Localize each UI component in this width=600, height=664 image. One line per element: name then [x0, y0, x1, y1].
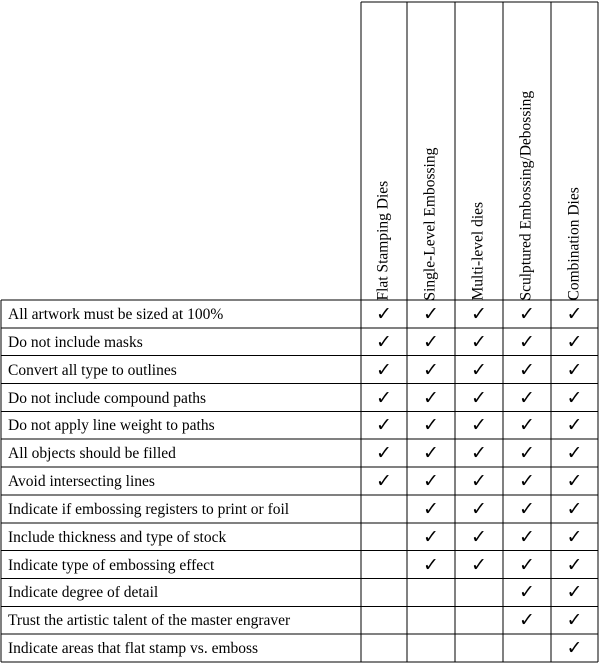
check-mark: ✓	[566, 609, 583, 632]
row-label: Include thickness and type of stock	[8, 528, 227, 546]
check-mark: ✓	[376, 303, 392, 325]
check-mark: ✓	[519, 442, 535, 465]
check-mark: ✓	[566, 470, 583, 493]
check-mark: ✓	[566, 303, 583, 325]
column-header: Flat Stamping Dies	[374, 180, 392, 300]
column-header: Multi-level dies	[469, 201, 487, 300]
row-label: Do not include compound paths	[8, 389, 207, 407]
check-mark: ✓	[471, 386, 487, 409]
check-mark: ✓	[376, 470, 392, 493]
row-label: Trust the artistic talent of the master engraver	[8, 612, 291, 630]
check-mark: ✓	[519, 525, 535, 548]
check-mark: ✓	[519, 386, 535, 409]
check-mark: ✓	[471, 553, 487, 576]
row-label: Do not include masks	[8, 333, 143, 351]
check-mark: ✓	[519, 303, 535, 325]
check-mark: ✓	[566, 386, 583, 409]
column-header: Single-Level Embossing	[421, 147, 439, 300]
row-label: Indicate if embossing registers to print or foil	[8, 500, 290, 518]
check-mark: ✓	[376, 358, 392, 381]
row-label: Indicate type of embossing effect	[8, 556, 215, 574]
row-label: Convert all type to outlines	[8, 361, 177, 379]
check-mark: ✓	[566, 414, 583, 437]
column-header: Combination Dies	[565, 186, 582, 300]
check-mark: ✓	[423, 358, 439, 381]
check-mark: ✓	[471, 330, 487, 353]
check-mark: ✓	[423, 414, 439, 437]
check-mark: ✓	[566, 358, 583, 381]
column-header: Sculptured Embossing/Debossing	[517, 90, 535, 300]
row-label: All artwork must be sized at 100%	[8, 306, 224, 323]
row-label: Do not apply line weight to paths	[8, 417, 215, 435]
check-mark: ✓	[519, 609, 535, 632]
check-mark: ✓	[423, 553, 439, 576]
check-mark: ✓	[471, 358, 487, 381]
check-mark: ✓	[376, 442, 392, 465]
check-mark: ✓	[566, 497, 583, 520]
row-label: All objects should be filled	[8, 445, 176, 463]
check-mark: ✓	[471, 303, 487, 325]
check-mark: ✓	[376, 414, 392, 437]
row-label: Indicate degree of detail	[8, 584, 159, 602]
check-mark: ✓	[423, 470, 439, 493]
check-mark: ✓	[471, 470, 487, 493]
check-mark: ✓	[423, 386, 439, 409]
check-mark: ✓	[519, 414, 535, 437]
check-mark: ✓	[566, 525, 583, 548]
check-mark: ✓	[471, 414, 487, 437]
check-mark: ✓	[471, 525, 487, 548]
check-mark: ✓	[471, 442, 487, 465]
check-mark: ✓	[519, 581, 535, 604]
check-mark: ✓	[423, 303, 439, 325]
check-mark: ✓	[423, 497, 439, 520]
check-mark: ✓	[519, 497, 535, 520]
check-mark: ✓	[471, 497, 487, 520]
check-mark: ✓	[566, 581, 583, 604]
check-mark: ✓	[566, 330, 583, 353]
check-mark: ✓	[519, 358, 535, 381]
check-mark: ✓	[566, 637, 583, 660]
check-mark: ✓	[423, 525, 439, 548]
check-mark: ✓	[423, 330, 439, 353]
check-mark: ✓	[519, 330, 535, 353]
row-label: Indicate areas that flat stamp vs. emboss	[8, 640, 259, 658]
check-mark: ✓	[566, 553, 583, 576]
check-mark: ✓	[519, 470, 535, 493]
check-mark: ✓	[423, 442, 439, 465]
check-mark: ✓	[376, 330, 392, 353]
check-mark: ✓	[376, 386, 392, 409]
check-mark: ✓	[566, 442, 583, 465]
row-label: Avoid intersecting lines	[8, 473, 155, 491]
check-mark: ✓	[519, 553, 535, 576]
